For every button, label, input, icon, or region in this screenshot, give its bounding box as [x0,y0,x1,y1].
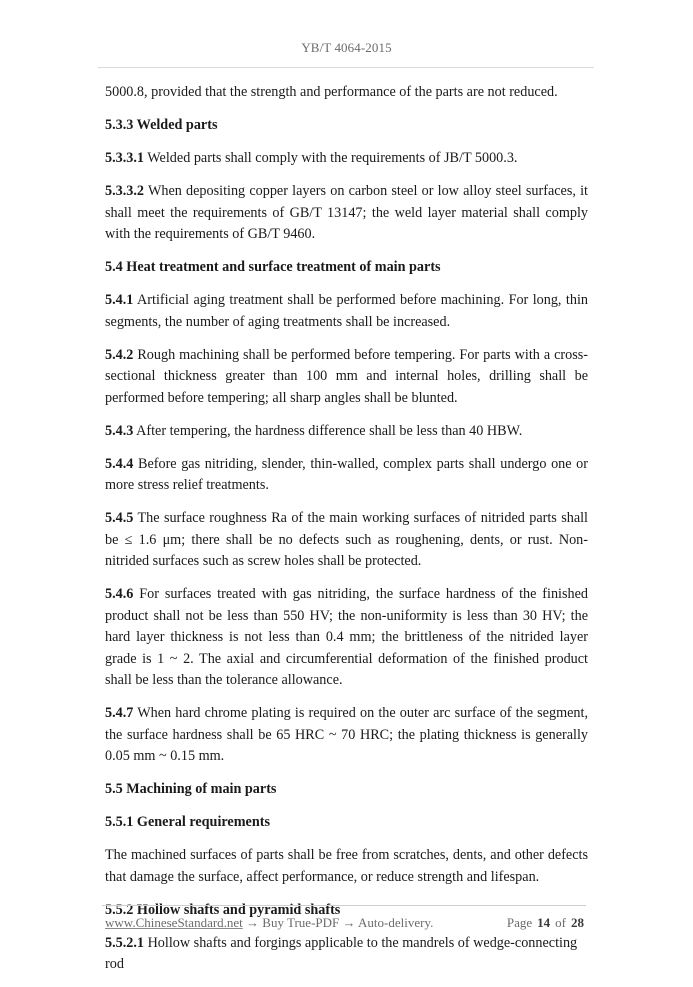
arrow-right-icon: → [342,915,356,930]
header-divider [98,67,594,68]
section-heading-5-5-1: 5.5.1 General requirements [105,814,270,830]
clause-text: Before gas nitriding, slender, thin-walled, complex parts shall undergo one or more stress relief treatments. [105,455,588,493]
clause-number: 5.4.7 [105,705,134,721]
footer-promo [105,915,433,931]
clause-text: When depositing copper layers on carbon steel or low alloy steel surfaces, it shall meet the requirements of GB/T 13147; the weld layer material shall comply with the requirements of GB/T 9460. [105,183,588,242]
clause-5-4-1 [105,290,588,333]
clause-5-4-2 [105,345,588,410]
clause-number: 5.4.6 [105,586,134,602]
clause-5-3-3-2 [105,181,588,246]
page-indicator [507,915,584,931]
section-heading-5-5-2: 5.5.2 Hollow shafts and pyramid shafts [105,901,341,918]
clause-text: Rough machining shall be performed before tempering. For parts with a cross-sectional thickness greater than 100 mm and internal holes, drilling shall be performed before tempering; all sharp angles shall be blunted. [105,346,588,406]
clause-number: 5.4.4 [105,455,134,472]
footer-divider [102,905,586,906]
clause-text: Artificial aging treatment shall be performed before machining. For long, thin segments, the number of aging treatments shall be increased. [105,292,588,330]
clause-text: Welded parts shall comply with the requirements of JB/T 5000.3. [144,150,518,166]
clause-number: 5.5.2.1 [105,934,145,951]
section-heading-5-3-3: 5.3.3 Welded parts [105,117,218,133]
clause-text: After tempering, the hardness difference shall be less than 40 HBW. [133,422,523,439]
clause-text: When hard chrome plating is required on the outer arc surface of the segment, the surface hardness shall be 65 HRC ~ 70 HRC; the plating thickness is generally 0.05 mm ~ 0.15 mm. [105,705,588,764]
clause-5-4-7 [105,703,588,768]
document-body [105,82,588,987]
clause-text: The surface roughness Ra of the main working surfaces of nitrided parts shall be ≤ 1.6 μm; there shall be no defects such as roughening, dents, or rust. Non-nitrided surfaces such as screw holes shall be protected. [105,510,588,569]
section-heading-5-5: 5.5 Machining of main parts [105,781,277,797]
of-label: of [555,915,566,930]
section-heading-5-4: 5.4 Heat treatment and surface treatment of main parts [105,259,441,275]
paragraph-continuation [105,82,588,104]
total-page-count: 28 [571,915,584,930]
paragraph-general-requirements [105,845,588,888]
paragraph-text: The machined surfaces of parts shall be free from scratches, dents, and other defects that damage the surface, affect performance, or reduce strength and lifespan. [105,847,588,885]
clause-text: Hollow shafts and forgings applicable to the mandrels of wedge-connecting rod [105,934,578,972]
buy-true-pdf-text: Buy True-PDF [262,915,340,930]
clause-number: 5.4.2 [105,346,134,363]
chinesestandard-link[interactable]: www.ChineseStandard.net [105,915,243,930]
page-label: Page [506,915,533,930]
clause-5-4-3 [105,421,588,443]
clause-number: 5.3.3.1 [105,150,145,166]
page-footer [105,915,584,931]
clause-5-4-6 [105,584,588,692]
clause-number: 5.4.5 [105,510,134,526]
clause-5-4-4 [105,454,588,497]
current-page-number: 14 [537,915,551,930]
clause-5-5-2-1 [105,933,588,976]
clause-5-3-3-1 [105,148,588,170]
clause-number: 5.4.3 [105,422,134,439]
document-id-header: YB/T 4064-2015 [301,40,392,55]
clause-number: 5.4.1 [105,292,134,308]
arrow-right-icon: → [246,915,260,930]
paragraph-text: 5000.8, provided that the strength and performance of the parts are not reduced. [105,84,558,100]
auto-delivery-text: Auto-delivery. [358,915,434,930]
clause-number: 5.3.3.2 [105,183,145,199]
clause-text: For surfaces treated with gas nitriding, the surface hardness of the finished product shall not be less than 550 HV; the non-uniformity is less than 30 HV; the hard layer thickness is not less than 0.4 mm; the brittleness of the nitrided layer grade is 1 ~ 2. The axial and circumferential deformation of the finished product shall be less than the tolerance allowance. [105,586,588,688]
clause-5-4-5 [105,508,588,573]
